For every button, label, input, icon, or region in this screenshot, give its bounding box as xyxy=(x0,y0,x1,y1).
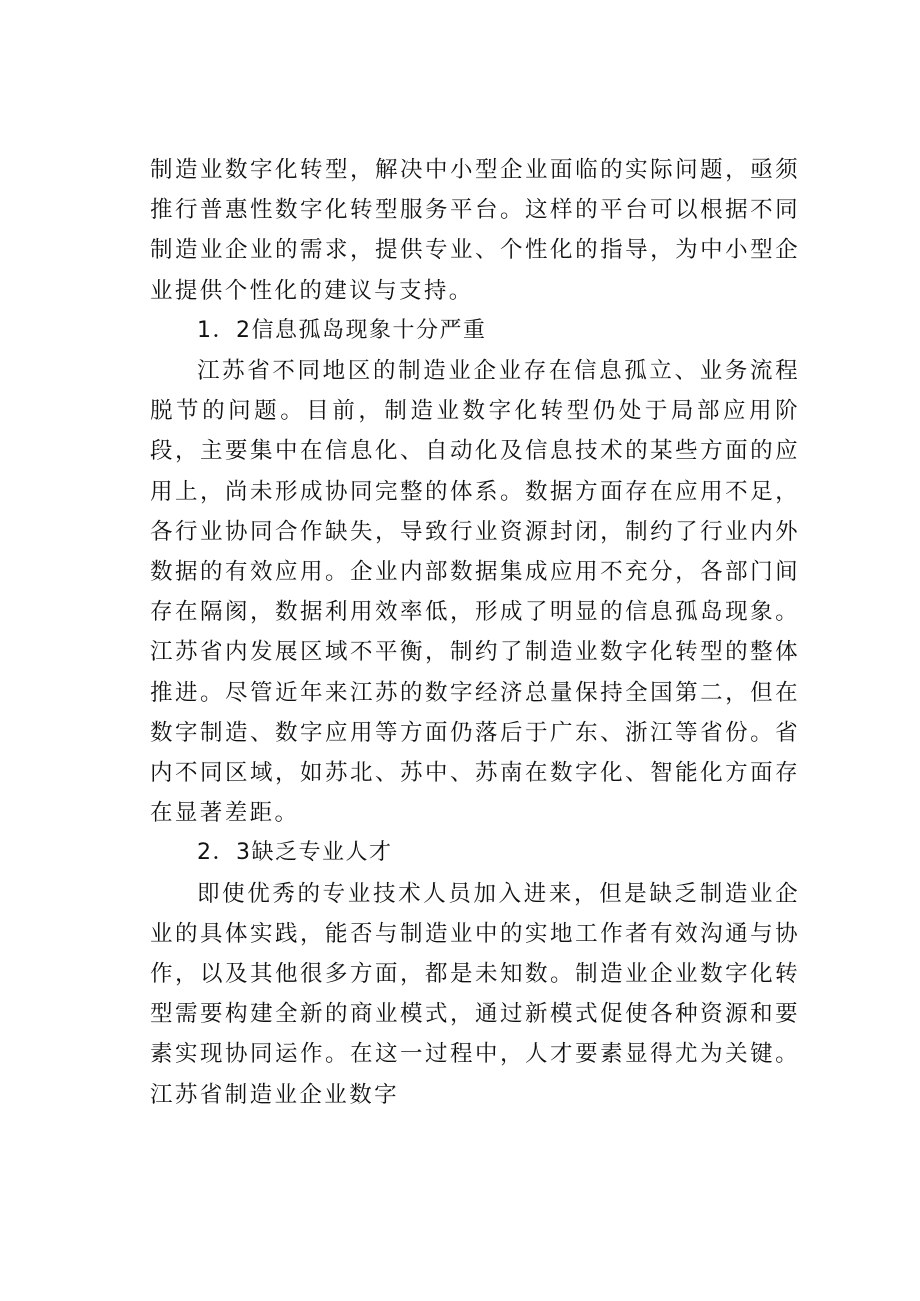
document-body xyxy=(150,150,800,1115)
section-heading-2-3: 2．3缺乏专业人才 xyxy=(197,840,393,866)
section-heading-1-2: 1．2信息孤岛现象十分严重 xyxy=(197,317,487,343)
section-paragraph-2-3: 即使优秀的专业技术人员加入进来，但是缺乏制造业企业的具体实践，能否与制造业中的实地工作者有效沟通与协作，以及其他很多方面，都是未知数。制造业企业数字化转型需要构建全新的商业模式，通过新模式促使各种资源和要素实现协同运作。在这一过程中，人才要素显得尤为关键。江苏省制造业企业数字 xyxy=(150,880,800,1108)
intro-paragraph: 制造业数字化转型，解决中小型企业面临的实际问题，亟须推行普惠性数字化转型服务平台。这样的平台可以根据不同制造业企业的需求，提供专业、个性化的指导，为中小型企业提供个性化的建议与支持。 xyxy=(150,157,800,304)
section-paragraph-1-2: 江苏省不同地区的制造业企业存在信息孤立、业务流程脱节的问题。目前，制造业数字化转型仍处于局部应用阶段，主要集中在信息化、自动化及信息技术的某些方面的应用上，尚未形成协同完整的体系。数据方面存在应用不足，各行业协同合作缺失，导致行业资源封闭，制约了行业内外数据的有效应用。企业内部数据集成应用不充分，各部门间存在隔阂，数据利用效率低，形成了明显的信息孤岛现象。江苏省内发展区域不平衡，制约了制造业数字化转型的整体推进。尽管近年来江苏的数字经济总量保持全国第二，但在数字制造、数字应用等方面仍落后于广东、浙江等省份。省内不同区域，如苏北、苏中、苏南在数字化、智能化方面存在显著差距。 xyxy=(150,358,800,827)
